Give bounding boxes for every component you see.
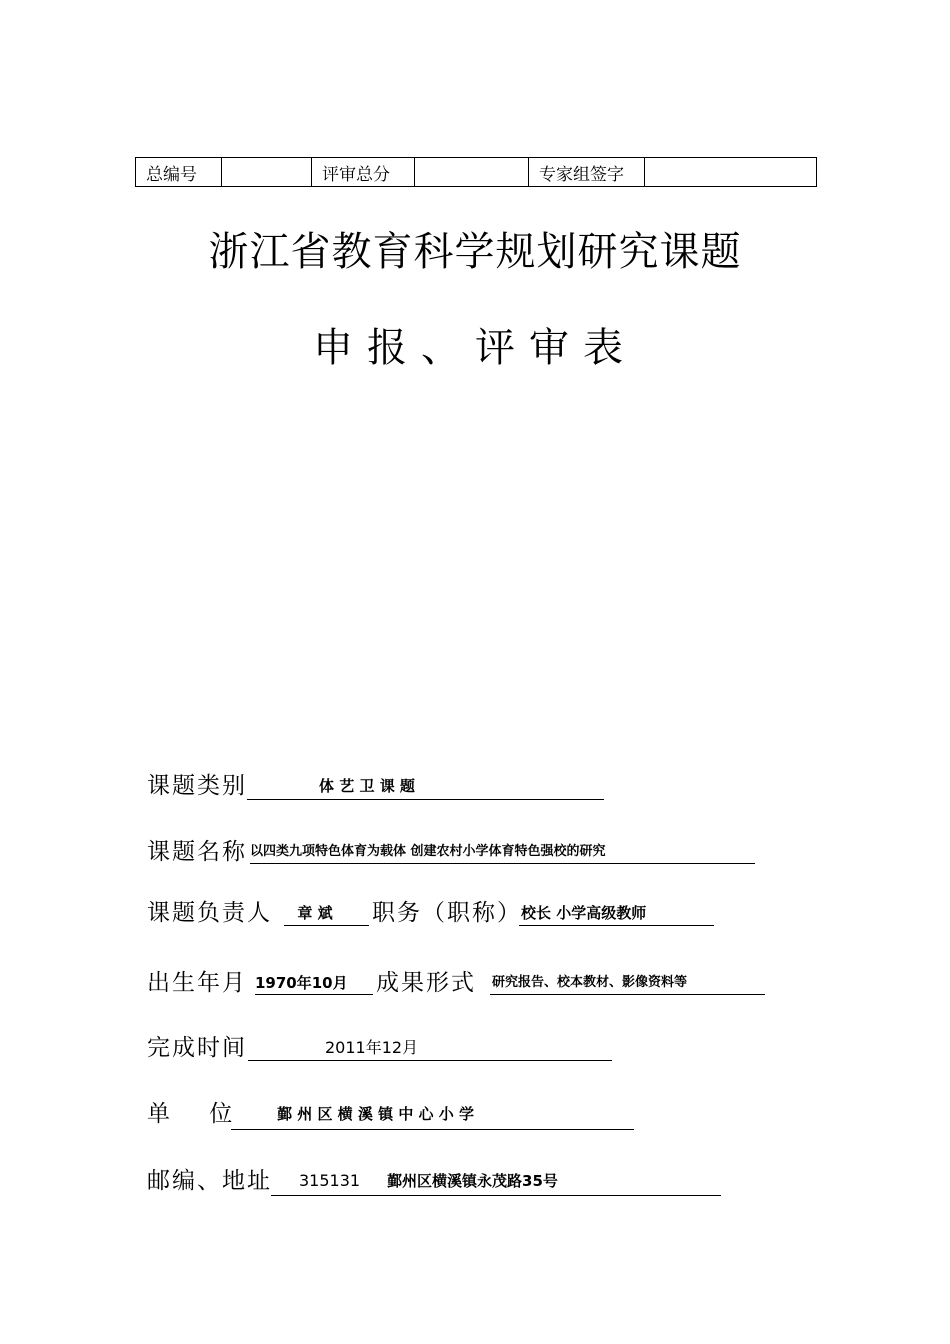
category-value[interactable]: 体 艺 卫 课 题 <box>319 777 415 795</box>
total-score-label: 评审总分 <box>312 158 415 187</box>
review-table <box>135 157 817 187</box>
expert-signature-label: 专家组签字 <box>529 158 645 187</box>
unit-underline <box>231 1129 634 1130</box>
total-score-field[interactable] <box>415 158 529 187</box>
leader-label: 课题负责人 <box>147 900 272 926</box>
document-title: 浙江省教育科学规划研究课题 <box>208 229 742 275</box>
field-birth-result <box>147 968 777 1002</box>
field-address <box>147 1166 737 1200</box>
review-table-row <box>136 158 817 187</box>
birth-value[interactable]: 1970年10月 <box>255 974 348 992</box>
field-completion <box>147 1033 627 1067</box>
result-label: 成果形式 <box>376 970 476 996</box>
position-value[interactable]: 校长 小学高级教师 <box>521 904 647 922</box>
completion-value[interactable]: 2011年12月 <box>325 1038 419 1057</box>
birth-label: 出生年月 <box>147 970 247 996</box>
completion-underline <box>248 1060 612 1061</box>
result-value[interactable]: 研究报告、校本教材、影像资料等 <box>492 975 688 990</box>
postcode-value[interactable]: 315131 <box>299 1171 361 1190</box>
document-subtitle: 申报、评审表 <box>313 325 637 371</box>
completion-label: 完成时间 <box>147 1035 247 1061</box>
field-unit <box>147 1099 647 1133</box>
leader-value[interactable]: 章 斌 <box>297 904 333 922</box>
serial-number-field[interactable] <box>222 158 312 187</box>
unit-label: 单 位 <box>147 1101 235 1127</box>
field-leader <box>147 898 727 932</box>
project-name-label: 课题名称 <box>147 839 247 865</box>
project-name-value[interactable]: 以四类九项特色体育为载体 创建农村小学体育特色强校的研究 <box>250 844 606 859</box>
position-label: 职务（职称） <box>372 900 522 926</box>
address-value[interactable]: 鄞州区横溪镇永茂路35号 <box>387 1172 558 1190</box>
field-project-name <box>147 837 767 871</box>
unit-value[interactable]: 鄞 州 区 横 溪 镇 中 心 小 学 <box>277 1105 475 1123</box>
expert-signature-field[interactable] <box>645 158 817 187</box>
address-label: 邮编、地址 <box>147 1168 272 1194</box>
field-category <box>147 771 617 805</box>
serial-number-label: 总编号 <box>136 158 222 187</box>
category-label: 课题类别 <box>147 773 247 799</box>
